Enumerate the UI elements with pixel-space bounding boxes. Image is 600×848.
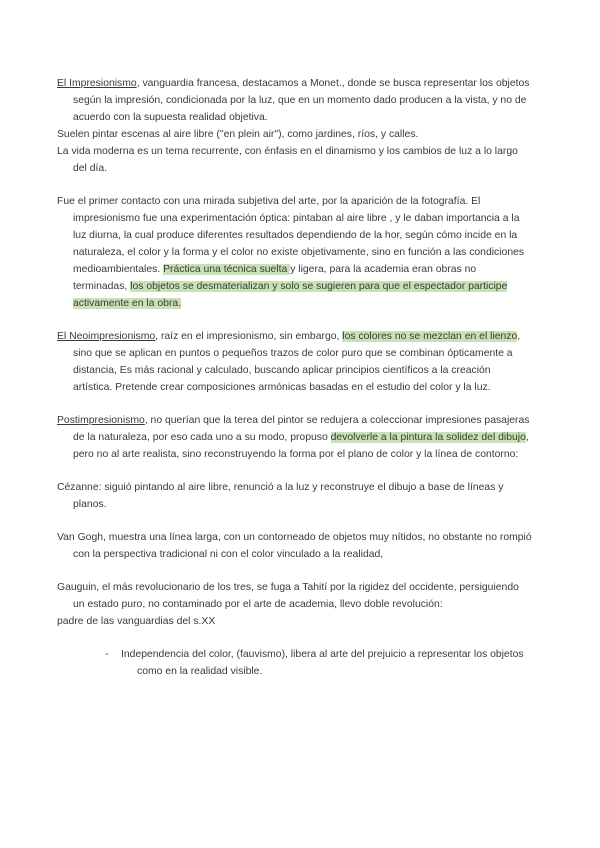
paragraph-vida-moderna: La vida moderna es un tema recurrente, con énfasis en el dinamismo y los cambios de luz a lo largo del día. [57,146,518,174]
paragraph-text: , vanguardia francesa, destacamos a Monet., donde se busca representar los objetos según la impresión, condicionada por la luz, que en un momento dado producen a la vista, y no de acuerdo con la supuesta realidad objetiva. [73,78,530,123]
highlight-desmaterializan: los objetos se desmaterializan y solo se sugieren para que el espectador participe activamente en la obra. [73,281,508,309]
list-item-text: Independencia del color, (fauvismo), libera al arte del prejuicio a representar los objetos como en la realidad visible. [121,649,524,677]
paragraph-text: y ligera, para la academia eran obras no terminadas, [73,264,477,292]
paragraph-van-gogh: Van Gogh, muestra una línea larga, con un contorneado de objetos muy nítidos, no obstante no rompió con la perspectiva tradicional ni con el color vinculado a la realidad, [57,532,532,560]
paragraph-fotografia [57,193,532,312]
list-dash: - [105,649,109,660]
paragraph-text: , pero no al arte realista, sino reconstruyendo la forma por el plano de color y la línea de contorno: [73,432,529,460]
term-impresionismo: El Impresionismo [57,78,137,89]
paragraph-neoimpresionismo [57,328,532,396]
term-neoimpresionismo: El Neoimpresionismo [57,331,156,342]
highlight-colores-lienzo: los colores no se mezclan en el lienzo [342,331,518,342]
paragraph-plein-air: Suelen pintar escenas al aire libre ("en plein air"), como jardines, ríos, y calles. [57,129,419,140]
paragraph-text: , raíz en el impresionismo, sin embargo, [155,331,343,342]
highlight-tecnica-suelta: Práctica una técnica suelta [163,264,291,275]
paragraph-text: , no querían que la terea del pintor se redujera a coleccionar impresiones pasajeras de la naturaleza, por eso cada uno a su modo, propuso [73,415,530,443]
highlight-solidez-dibujo: devolverle a la pintura la solidez del dibujo [330,432,526,443]
term-postimpresionismo: Postimpresionismo [57,415,145,426]
paragraph-vanguardias: padre de las vanguardias del s.XX [57,616,216,627]
paragraph-text: Fue el primer contacto con una mirada subjetiva del arte, por la aparición de la fotografía. El impresionismo fue una experimentación óptica: pintaban al aire libre , y le daban importancia a la luz diurna, la cual produce diferentes resultados dependiendo de la hor, según cómo incide en la naturaleza, el color y la forma y el color no existe objetivamente, sino en función a las condiciones medioambientales. [57,196,525,275]
paragraph-postimpresionismo [57,412,532,463]
paragraph-cezanne: Cézanne: siguió pintando al aire libre, renunció a la luz y reconstruye el dibujo a base de líneas y planos. [57,482,504,510]
paragraph-impresionismo [57,75,532,126]
paragraph-gauguin: Gauguin, el más revolucionario de los tres, se fuga a Tahití por la rigidez del occidente, persiguiendo un estado puro, no contaminado por el arte de academia, llevo doble revolución: [57,582,519,610]
document-body [57,75,532,680]
list-item-independencia-color [105,646,532,680]
paragraph-text: , sino que se aplican en puntos o pequeños trazos de color puro que se combinan ópticamente a distancia, Es más racional y calculado, buscando aplicar principios científicos a la creación artística. Pretende crear composiciones armónicas basadas en el estudio del color y la luz. [73,331,521,393]
